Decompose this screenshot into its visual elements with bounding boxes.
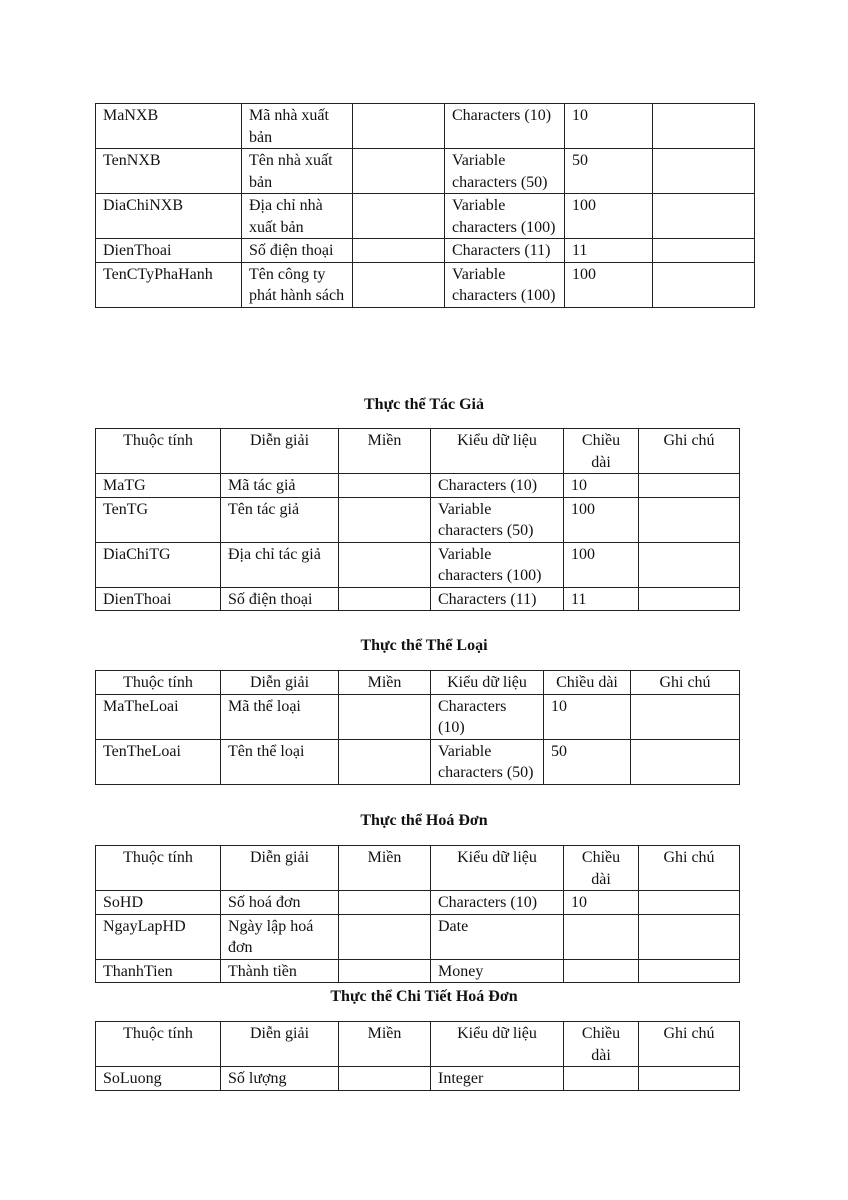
length-cell: 11 — [565, 239, 653, 263]
header-domain: Miền — [339, 429, 431, 474]
header-description: Diễn giải — [221, 671, 339, 695]
datatype-cell: Variable characters (100) — [431, 542, 564, 587]
header-length: Chiều dài — [564, 429, 639, 474]
header-domain: Miền — [339, 846, 431, 891]
domain-cell — [339, 959, 431, 983]
header-note: Ghi chú — [639, 846, 740, 891]
attribute-cell: DiaChiTG — [96, 542, 221, 587]
table-row — [96, 739, 740, 784]
section-title-tac-gia: Thực thể Tác Giả — [364, 396, 484, 413]
header-row — [96, 1022, 740, 1067]
table-row — [96, 104, 755, 149]
note-cell — [653, 194, 755, 239]
note-cell — [639, 1067, 740, 1091]
description-cell: Tên công ty phát hành sách — [242, 262, 353, 307]
attribute-cell: SoLuong — [96, 1067, 221, 1091]
header-description: Diễn giải — [221, 846, 339, 891]
domain-cell — [339, 542, 431, 587]
description-cell: Ngày lập hoá đơn — [221, 914, 339, 959]
header-domain: Miền — [339, 1022, 431, 1067]
invoice-entity-table — [95, 845, 740, 983]
header-length: Chiều dài — [564, 846, 639, 891]
length-cell — [564, 914, 639, 959]
domain-cell — [353, 239, 445, 263]
attribute-cell: TenTheLoai — [96, 739, 221, 784]
datatype-cell: Characters (10) — [431, 694, 544, 739]
description-cell: Tên tác giả — [221, 497, 339, 542]
description-cell: Địa chỉ nhà xuất bản — [242, 194, 353, 239]
length-cell: 100 — [565, 262, 653, 307]
header-note: Ghi chú — [631, 671, 740, 695]
table-row — [96, 1067, 740, 1091]
note-cell — [639, 497, 740, 542]
domain-cell — [353, 262, 445, 307]
header-note: Ghi chú — [639, 1022, 740, 1067]
length-cell: 100 — [564, 542, 639, 587]
table-row — [96, 262, 755, 307]
description-cell: Thành tiền — [221, 959, 339, 983]
domain-cell — [339, 587, 431, 611]
table-row — [96, 474, 740, 498]
length-cell: 50 — [565, 149, 653, 194]
datatype-cell: Variable characters (50) — [431, 497, 564, 542]
table-header — [96, 429, 740, 474]
datatype-cell: Characters (10) — [431, 474, 564, 498]
header-domain: Miền — [339, 671, 431, 695]
table-header — [96, 846, 740, 891]
domain-cell — [353, 149, 445, 194]
author-entity-table — [95, 428, 740, 611]
header-length: Chiều dài — [544, 671, 631, 695]
table-body — [96, 474, 740, 611]
table-body — [96, 694, 740, 784]
table-body — [96, 104, 755, 308]
domain-cell — [339, 694, 431, 739]
attribute-cell: MaTheLoai — [96, 694, 221, 739]
domain-cell — [339, 739, 431, 784]
header-attribute: Thuộc tính — [96, 846, 221, 891]
attribute-cell: ThanhTien — [96, 959, 221, 983]
description-cell: Số điện thoại — [221, 587, 339, 611]
length-cell: 10 — [564, 474, 639, 498]
description-cell: Mã nhà xuất bản — [242, 104, 353, 149]
note-cell — [639, 474, 740, 498]
header-attribute: Thuộc tính — [96, 429, 221, 474]
note-cell — [631, 739, 740, 784]
note-cell — [653, 239, 755, 263]
description-cell: Số lượng — [221, 1067, 339, 1091]
length-cell: 10 — [565, 104, 653, 149]
datatype-cell: Integer — [431, 1067, 564, 1091]
header-datatype: Kiểu dữ liệu — [431, 1022, 564, 1067]
header-description: Diễn giải — [221, 1022, 339, 1067]
datatype-cell: Characters (10) — [431, 891, 564, 915]
header-attribute: Thuộc tính — [96, 671, 221, 695]
description-cell: Tên thể loại — [221, 739, 339, 784]
domain-cell — [339, 891, 431, 915]
header-attribute: Thuộc tính — [96, 1022, 221, 1067]
table-row — [96, 542, 740, 587]
domain-cell — [339, 1067, 431, 1091]
header-row — [96, 671, 740, 695]
table-row — [96, 194, 755, 239]
header-row — [96, 846, 740, 891]
table-row — [96, 497, 740, 542]
table-row — [96, 587, 740, 611]
header-length: Chiều dài — [564, 1022, 639, 1067]
header-row — [96, 429, 740, 474]
datatype-cell: Characters (10) — [445, 104, 565, 149]
attribute-cell: MaNXB — [96, 104, 242, 149]
description-cell: Tên nhà xuất bản — [242, 149, 353, 194]
length-cell: 10 — [544, 694, 631, 739]
description-cell: Mã tác giả — [221, 474, 339, 498]
table-row — [96, 694, 740, 739]
table-body — [96, 1067, 740, 1091]
note-cell — [639, 914, 740, 959]
domain-cell — [339, 474, 431, 498]
attribute-cell: TenCTyPhaHanh — [96, 262, 242, 307]
section-title-the-loai: Thực thể Thể Loại — [360, 637, 488, 654]
note-cell — [653, 104, 755, 149]
attribute-cell: NgayLapHD — [96, 914, 221, 959]
attribute-cell: SoHD — [96, 891, 221, 915]
description-cell: Số hoá đơn — [221, 891, 339, 915]
length-cell: 100 — [565, 194, 653, 239]
table-header — [96, 1022, 740, 1067]
attribute-cell: TenTG — [96, 497, 221, 542]
table-row — [96, 149, 755, 194]
description-cell: Số điện thoại — [242, 239, 353, 263]
header-description: Diễn giải — [221, 429, 339, 474]
domain-cell — [339, 497, 431, 542]
table-row — [96, 914, 740, 959]
genre-entity-table — [95, 670, 740, 785]
domain-cell — [353, 194, 445, 239]
publisher-entity-table — [95, 103, 755, 308]
attribute-cell: DiaChiNXB — [96, 194, 242, 239]
length-cell: 100 — [564, 497, 639, 542]
note-cell — [653, 262, 755, 307]
table-body — [96, 891, 740, 983]
domain-cell — [339, 914, 431, 959]
attribute-cell: DienThoai — [96, 239, 242, 263]
description-cell: Địa chỉ tác giả — [221, 542, 339, 587]
invoice-detail-entity-table — [95, 1021, 740, 1091]
datatype-cell: Variable characters (100) — [445, 194, 565, 239]
datatype-cell: Variable characters (50) — [445, 149, 565, 194]
note-cell — [639, 587, 740, 611]
table-row — [96, 959, 740, 983]
header-datatype: Kiểu dữ liệu — [431, 671, 544, 695]
domain-cell — [353, 104, 445, 149]
datatype-cell: Date — [431, 914, 564, 959]
table-row — [96, 891, 740, 915]
datatype-cell: Money — [431, 959, 564, 983]
datatype-cell: Variable characters (50) — [431, 739, 544, 784]
attribute-cell: TenNXB — [96, 149, 242, 194]
header-datatype: Kiểu dữ liệu — [431, 846, 564, 891]
description-cell: Mã thể loại — [221, 694, 339, 739]
attribute-cell: MaTG — [96, 474, 221, 498]
length-cell: 11 — [564, 587, 639, 611]
note-cell — [631, 694, 740, 739]
note-cell — [639, 891, 740, 915]
length-cell — [564, 959, 639, 983]
length-cell — [564, 1067, 639, 1091]
note-cell — [653, 149, 755, 194]
datatype-cell: Characters (11) — [445, 239, 565, 263]
table-row — [96, 239, 755, 263]
note-cell — [639, 959, 740, 983]
datatype-cell: Characters (11) — [431, 587, 564, 611]
section-title-chi-tiet-hoa-don: Thực thể Chi Tiết Hoá Đơn — [330, 988, 518, 1005]
datatype-cell: Variable characters (100) — [445, 262, 565, 307]
length-cell: 10 — [564, 891, 639, 915]
note-cell — [639, 542, 740, 587]
header-datatype: Kiểu dữ liệu — [431, 429, 564, 474]
length-cell: 50 — [544, 739, 631, 784]
header-note: Ghi chú — [639, 429, 740, 474]
section-title-hoa-don: Thực thể Hoá Đơn — [360, 812, 488, 829]
table-header — [96, 671, 740, 695]
attribute-cell: DienThoai — [96, 587, 221, 611]
